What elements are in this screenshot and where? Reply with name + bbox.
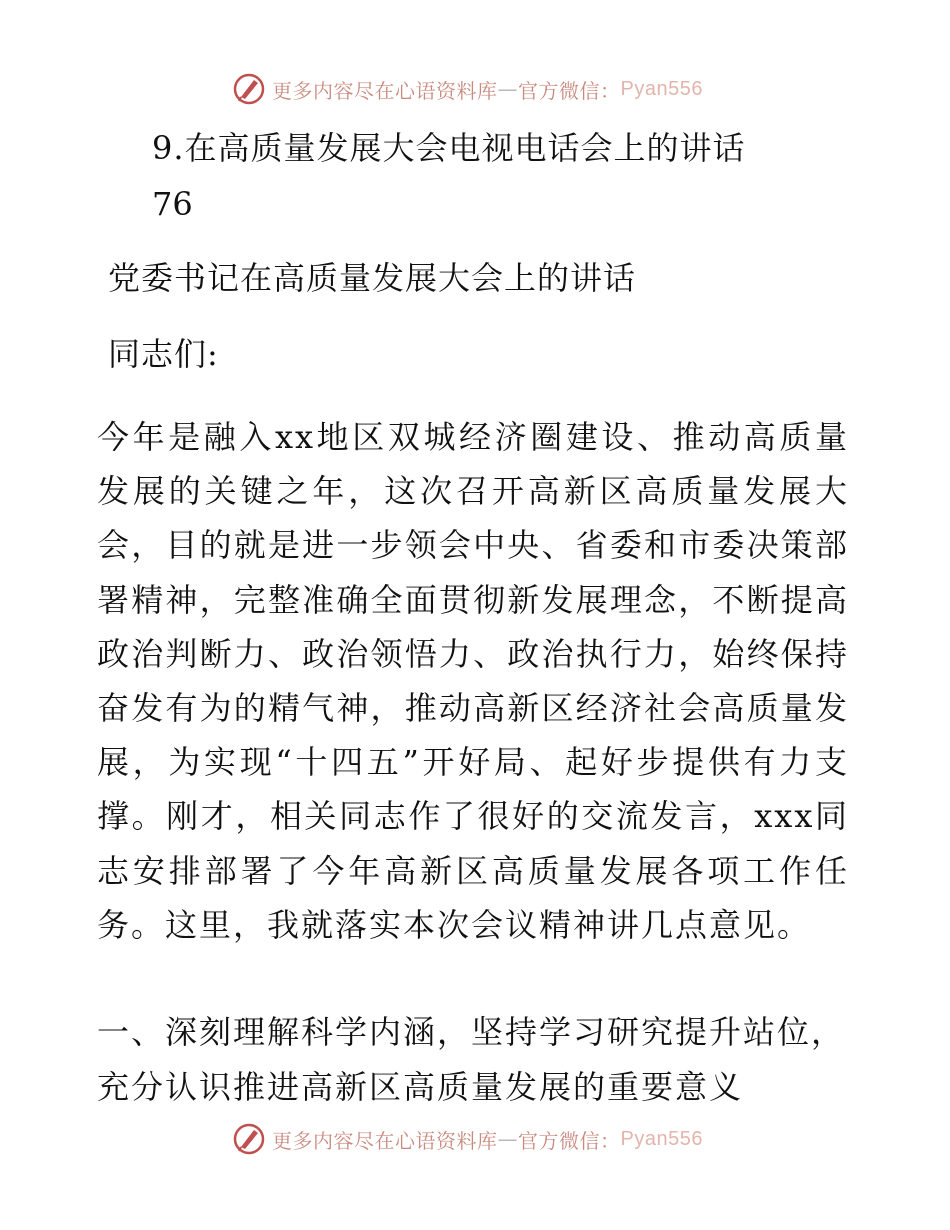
speech-paragraph: 今年是融入xx地区双城经济圈建设、推动高质量发展的关键之年，这次召开高新区高质量发展大会，目的就是进一步领会中央、省委和市委决策部署精神，完整准确全面贯彻新发展理念，不断提高政治判断力、政治领悟力、政治执行力，始终保持奋发有为的精气神，推动高新区经济社会高质量发展，为实现“十四五”开好局、起好步提供有力支撑。刚才，相关同志作了很好的交流发言，xxx同志安排部署了今年高新区高质量发展各项工作任务。这里，我就落实本次会议精神讲几点意见。 xyxy=(97,418,849,944)
quill-seal-logo-icon xyxy=(232,72,266,106)
watermark-wechat-label: 官方微信： xyxy=(518,1128,621,1153)
toc-entry-title: 9.在高质量发展大会电视电话会上的讲话 xyxy=(152,129,746,167)
watermark-wechat-label: 官方微信： xyxy=(518,78,621,103)
watermark-wechat-id: Pyan556 xyxy=(620,77,703,100)
toc-entry-page: 76 xyxy=(152,185,193,223)
speech-greeting: 同志们: xyxy=(108,335,219,373)
watermark-header xyxy=(232,72,703,106)
watermark-footer xyxy=(232,1122,703,1156)
section-heading: 一、深刻理解科学内涵，坚持学习研究提升站位，充分认识推进高新区高质量发展的重要意义 xyxy=(97,1013,846,1106)
quill-seal-logo-icon xyxy=(232,1122,266,1156)
watermark-wechat-id: Pyan556 xyxy=(620,1127,703,1150)
watermark-text: 更多内容尽在心语资料库 xyxy=(272,1128,498,1153)
speech-title: 党委书记在高质量发展大会上的讲话 xyxy=(108,259,637,297)
watermark-separator: — xyxy=(497,1127,518,1151)
watermark-separator: — xyxy=(497,77,518,101)
watermark-text: 更多内容尽在心语资料库 xyxy=(272,78,498,103)
